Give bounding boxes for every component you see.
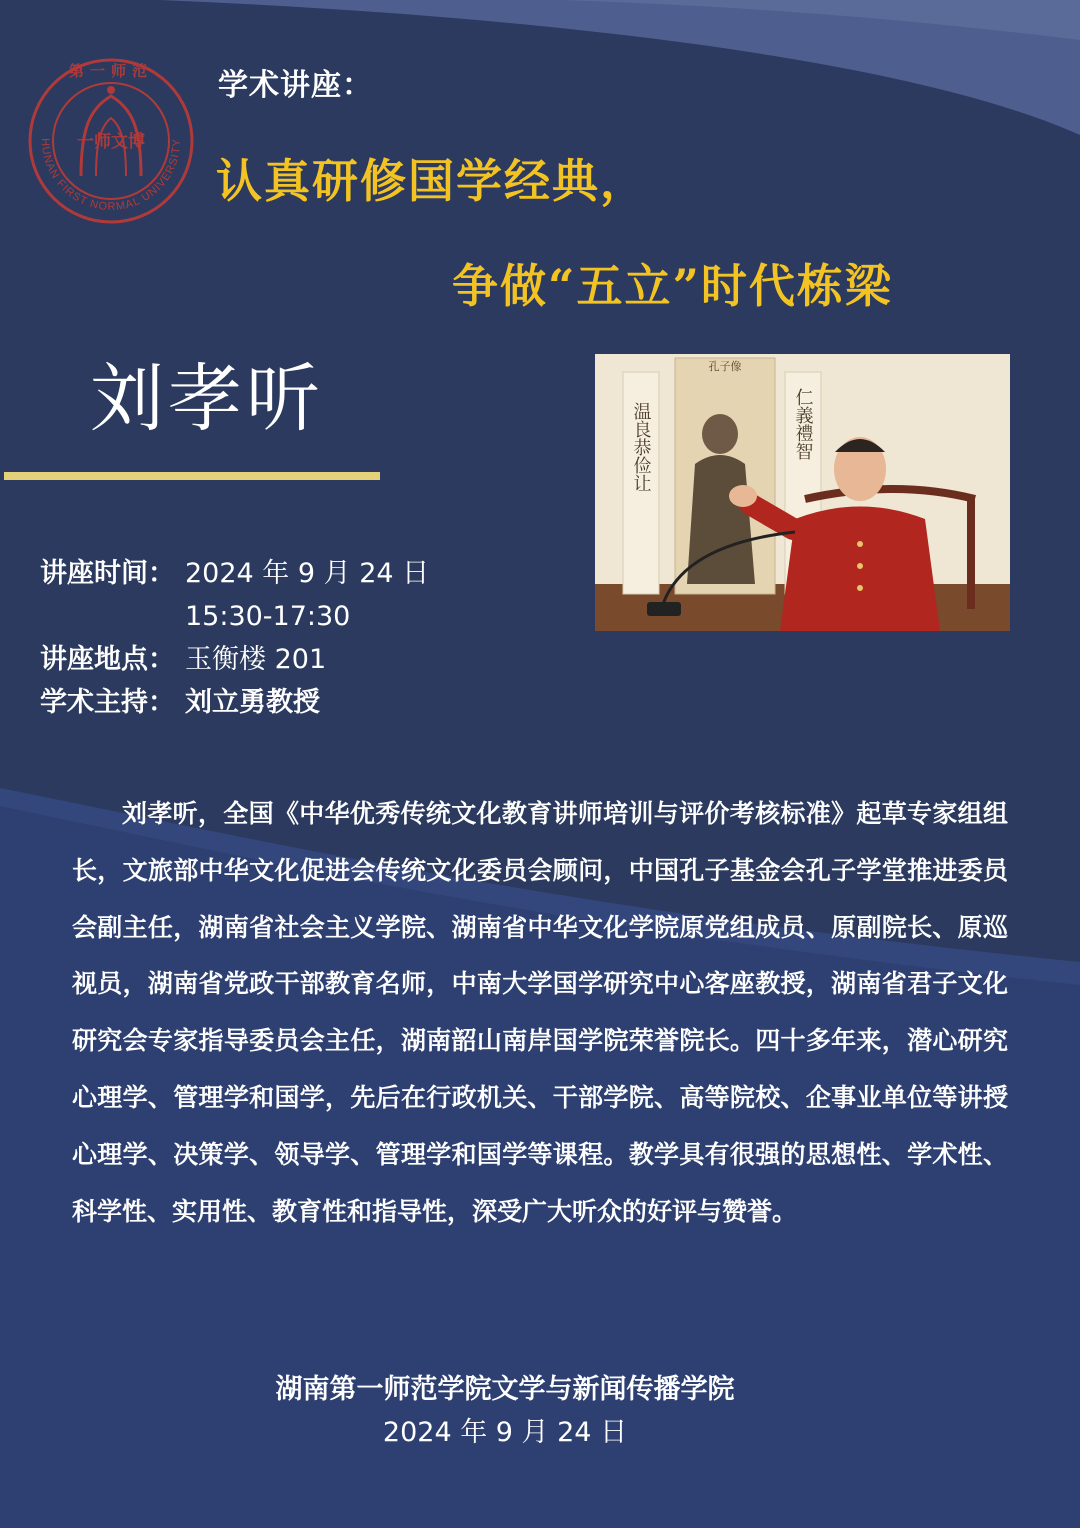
speaker-name: 刘孝听 [90,356,324,442]
title-line-1: 认真研修国学经典， [216,154,648,208]
university-logo [26,56,196,226]
lecture-details [40,552,429,724]
place-label: 讲座地点： [40,644,175,675]
title-line-2: 争做“五立”时代栋梁 [452,259,893,313]
host-value: 刘立勇教授 [185,687,320,718]
speaker-bio: 刘孝听，全国《中华优秀传统文化教育讲师培训与评价考核标准》起草专家组组长，文旅部中华文化促进会传统文化委员会顾问，中国孔子基金会孔子学堂推进委员会副主任，湖南省社会主义学院、湖南省中华文化学院原党组成员、原副院长、原巡视员，湖南省党政干部教育名师，中南大学国学研究中心客座教授，湖南省君子文化研究会专家指导委员会主任，湖南韶山南岸国学院荣誉院长。四十多年来，潜心研究心理学、管理学和国学，先后在行政机关、干部学院、高等院校、企事业单位等讲授心理学、决策学、领导学、管理学和国学等课程。教学具有很强的思想性、学术性、科学性、实用性、教育性和指导性，深受广大听众的好评与赞誉。 [72,799,1008,1226]
event-label: 学术讲座： [218,68,373,103]
footer-date: 2024 年 9 月 24 日 [382,1417,628,1448]
time-range: 15:30-17:30 [185,601,351,632]
time-row [40,552,429,595]
logo-center-text: 一师文博 [77,132,145,152]
time-value: 2024 年 9 月 24 日 [185,558,430,589]
scroll-right-text: 仁義禮智 [792,388,814,460]
time-label: 讲座时间： [40,558,175,589]
footer [0,1368,1010,1454]
place-row [40,638,429,681]
divider-line [4,472,380,480]
speaker-photo [595,354,1010,631]
host-row [40,681,429,724]
place-value: 玉衡楼 201 [185,644,327,675]
painting-title: 孔子像 [708,360,742,373]
university-seal-icon [26,56,196,226]
organizer-name: 湖南第一师范学院文学与新闻传播学院 [275,1374,735,1405]
scroll-left-text: 温良恭俭让 [630,402,652,492]
logo-ring-text: HUNAN FIRST NORMAL UNIVERSITY [38,138,184,214]
logo-top-text: 第一师范 [68,62,154,80]
speaker-photo-image [595,354,1010,631]
host-label: 学术主持： [40,687,175,718]
